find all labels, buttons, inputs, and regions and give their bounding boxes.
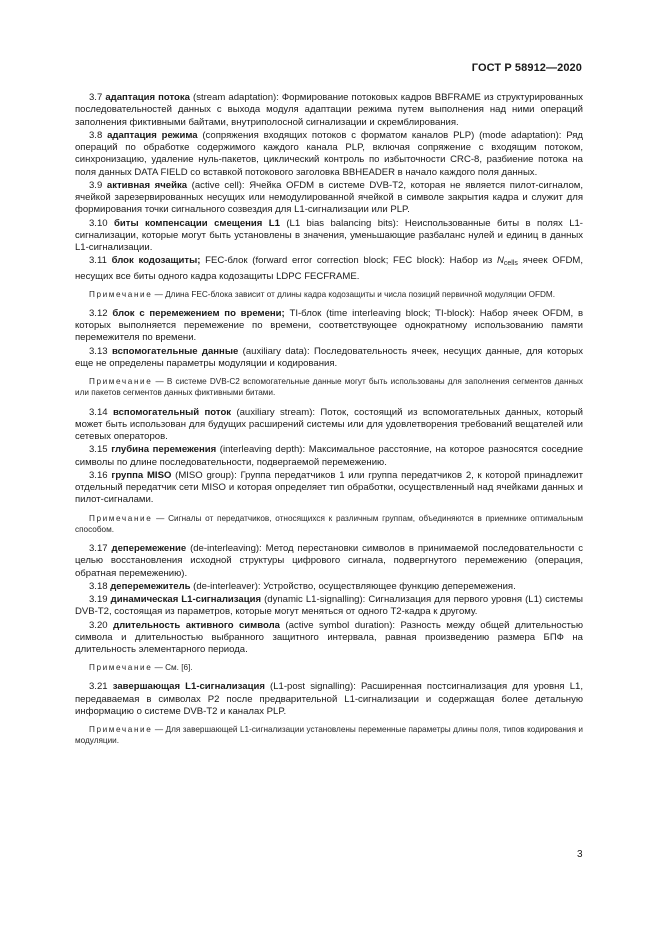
term-title: адаптация потока (105, 92, 190, 103)
term-3-7: 3.7 адаптация потока (stream adaptation): Формирование потоковых кадров BBFRAME из структурированных последовательностей данных с выхода модуля адаптации режима путем выполнения над ними операций заполнения фиктивными байтами, внутриполосной сигнализации и скремблирования. (75, 92, 583, 128)
term-3-11: 3.11 блок кодозащиты; FEC-блок (forward error correction block; FEC block): Набор из $N_{cells}$ ячеек OFDM, несущих все биты одного кадра кодозащиты LDPC FECFRAME. (75, 255, 583, 282)
note-label: Примечание (89, 725, 153, 735)
terms-body (75, 92, 583, 755)
note-3-21: Примечание — Для завершающей L1-сигнализации установлены переменные параметры длины поля, типов кодирования и модуляции. (75, 725, 583, 746)
term-3-13: 3.13 вспомогательные данные (auxiliary data): Последовательность ячеек, несущих данные, для которых еще не определены параметры модуляции и кодирования. (75, 345, 583, 369)
term-title: деперемежитель (110, 580, 191, 592)
term-3-17: 3.17 деперемежение (de-interleaving): Метод перестановки символов в принимаемой последовательности с целью восстановления исходной структуры цифрового сигнала, подвергнутого перемежению (операция, обратная перемежению). (75, 543, 584, 579)
term-title: биты компенсации смещения L1 (114, 217, 280, 229)
term-3-16: 3.16 группа MISO (MISO group): Группа передатчиков 1 или группа передатчиков 2, к которой принадлежит отдельный передатчик сети MISO и которая определяет тип обработки, осуществленный над ячейками данных и пилот-сигналами. (75, 469, 583, 506)
term-3-21: 3.21 завершающая L1-сигнализация (L1-post signalling): Расширенная постсигнализация для уровня L1, передаваемая в символах P2 после предварительной L1-сигнализации и содержащая более детальную информацию о системе DVB-T2 и каналах PLP. (75, 681, 583, 717)
n-cells-symbol: $N_{cells}$ (496, 255, 518, 268)
term-title: активная ячейка (106, 179, 188, 191)
note-label: Примечание (89, 377, 153, 387)
term-title: блок кодозащиты; (111, 255, 201, 267)
term-title: группа MISO (111, 469, 172, 481)
term-title: завершающая L1-сигнализация (112, 681, 265, 693)
term-title: вспомогательный поток (112, 406, 232, 418)
term-3-9: 3.9 активная ячейка (active cell): Ячейка OFDM в системе DVB-T2, которая не является пилот-сигналом, ячейкой зарезервированных несущих или немодулированной ячейкой в символе закрытия кадра и служит для формирования точки сигнального созвездия для L1-сигнализации или PLP. (75, 179, 583, 216)
term-title: глубина перемежения (111, 444, 217, 456)
term-3-15: 3.15 глубина перемежения (interleaving depth): Максимальное расстояние, на которое разносятся соседние символы по длине последовательности, подвергаемой перемежению. (75, 444, 584, 468)
term-3-12: 3.12 блок с перемежением по времени; TI-блок (time interleaving block; TI-block): Набор ячеек OFDM, в которых выполняется перемежение по времени, соответствующее однократному использованию памяти перемежителя по времени. (75, 307, 584, 344)
term-3-20: 3.20 длительность активного символа (active symbol duration): Разность между общей длительностью символа и длительностью выбранного защитного интервала, равная произведению размера БПФ на длительность элементарного периода. (75, 619, 584, 656)
term-title: деперемежение (111, 543, 187, 555)
page-number: 3 (577, 849, 583, 860)
term-3-14: 3.14 вспомогательный поток (auxiliary stream): Поток, состоящий из вспомогательных данных, который может быть использован для будущих расширений системы или для удовлетворения требований вещателей или сетевых операторов. (75, 406, 583, 443)
term-title: блок с перемежением по времени; (112, 307, 285, 319)
note-3-11: Примечание — Длина FEC-блока зависит от длины кадра кодозащиты и числа позиций первичной модуляции OFDM. (89, 289, 556, 299)
note-3-13: Примечание — В системе DVB-C2 вспомогательные данные могут быть использованы для заполнения сегментов данных или пакетов сегментов данных фиктивными битами. (75, 377, 583, 398)
term-title: динамическая L1-сигнализация (110, 594, 262, 606)
term-3-10: 3.10 биты компенсации смещения L1 (L1 bias balancing bits): Неиспользованные биты в полях L1-сигнализации, которые могут быть установлены в значения, уменьшающие разбаланс нулей и единиц в данных L1-сигнализации. (75, 217, 583, 253)
term-3-19: 3.19 динамическая L1-сигнализация (dynamic L1-signalling): Сигнализация для первого уровня (L1) системы DVB-T2, состоящая из параметров, которые могут меняться от одного T2-кадра к другому. (75, 594, 583, 618)
note-3-16: Примечание — Сигналы от передатчиков, относящихся к различным группам, объединяются в приемнике оптимальным способом. (75, 513, 583, 534)
term-3-18: 3.18 деперемежитель (de-interleaver): Устройство, осуществляющее функцию деперемежения. (89, 580, 516, 592)
note-label: Примечание (89, 513, 153, 523)
term-title: вспомогательные данные (111, 345, 239, 357)
standard-header: ГОСТ Р 58912—2020 (471, 62, 582, 74)
term-title: длительность активного символа (113, 619, 280, 631)
note-label: Примечание (89, 663, 153, 673)
note-3-20: Примечание — См. [6]. (89, 663, 193, 673)
note-label: Примечание (89, 289, 153, 299)
term-3-8: 3.8 адаптация режима (сопряжения входящих потоков с форматом каналов PLP) (mode adaptation): Ряд операций по обработке содержимого каждого канала PLP, включая сопряжение с входящим потоком, синхронизацию, удаление нуль-пакетов, циклический контроль по избыточности CRC-8, разбиение потока на поля данных DATA FIELD со вставкой потокового заголовка BBHEADER в начало каждого поля данных. (75, 129, 584, 178)
term-title: адаптация режима (107, 129, 198, 141)
